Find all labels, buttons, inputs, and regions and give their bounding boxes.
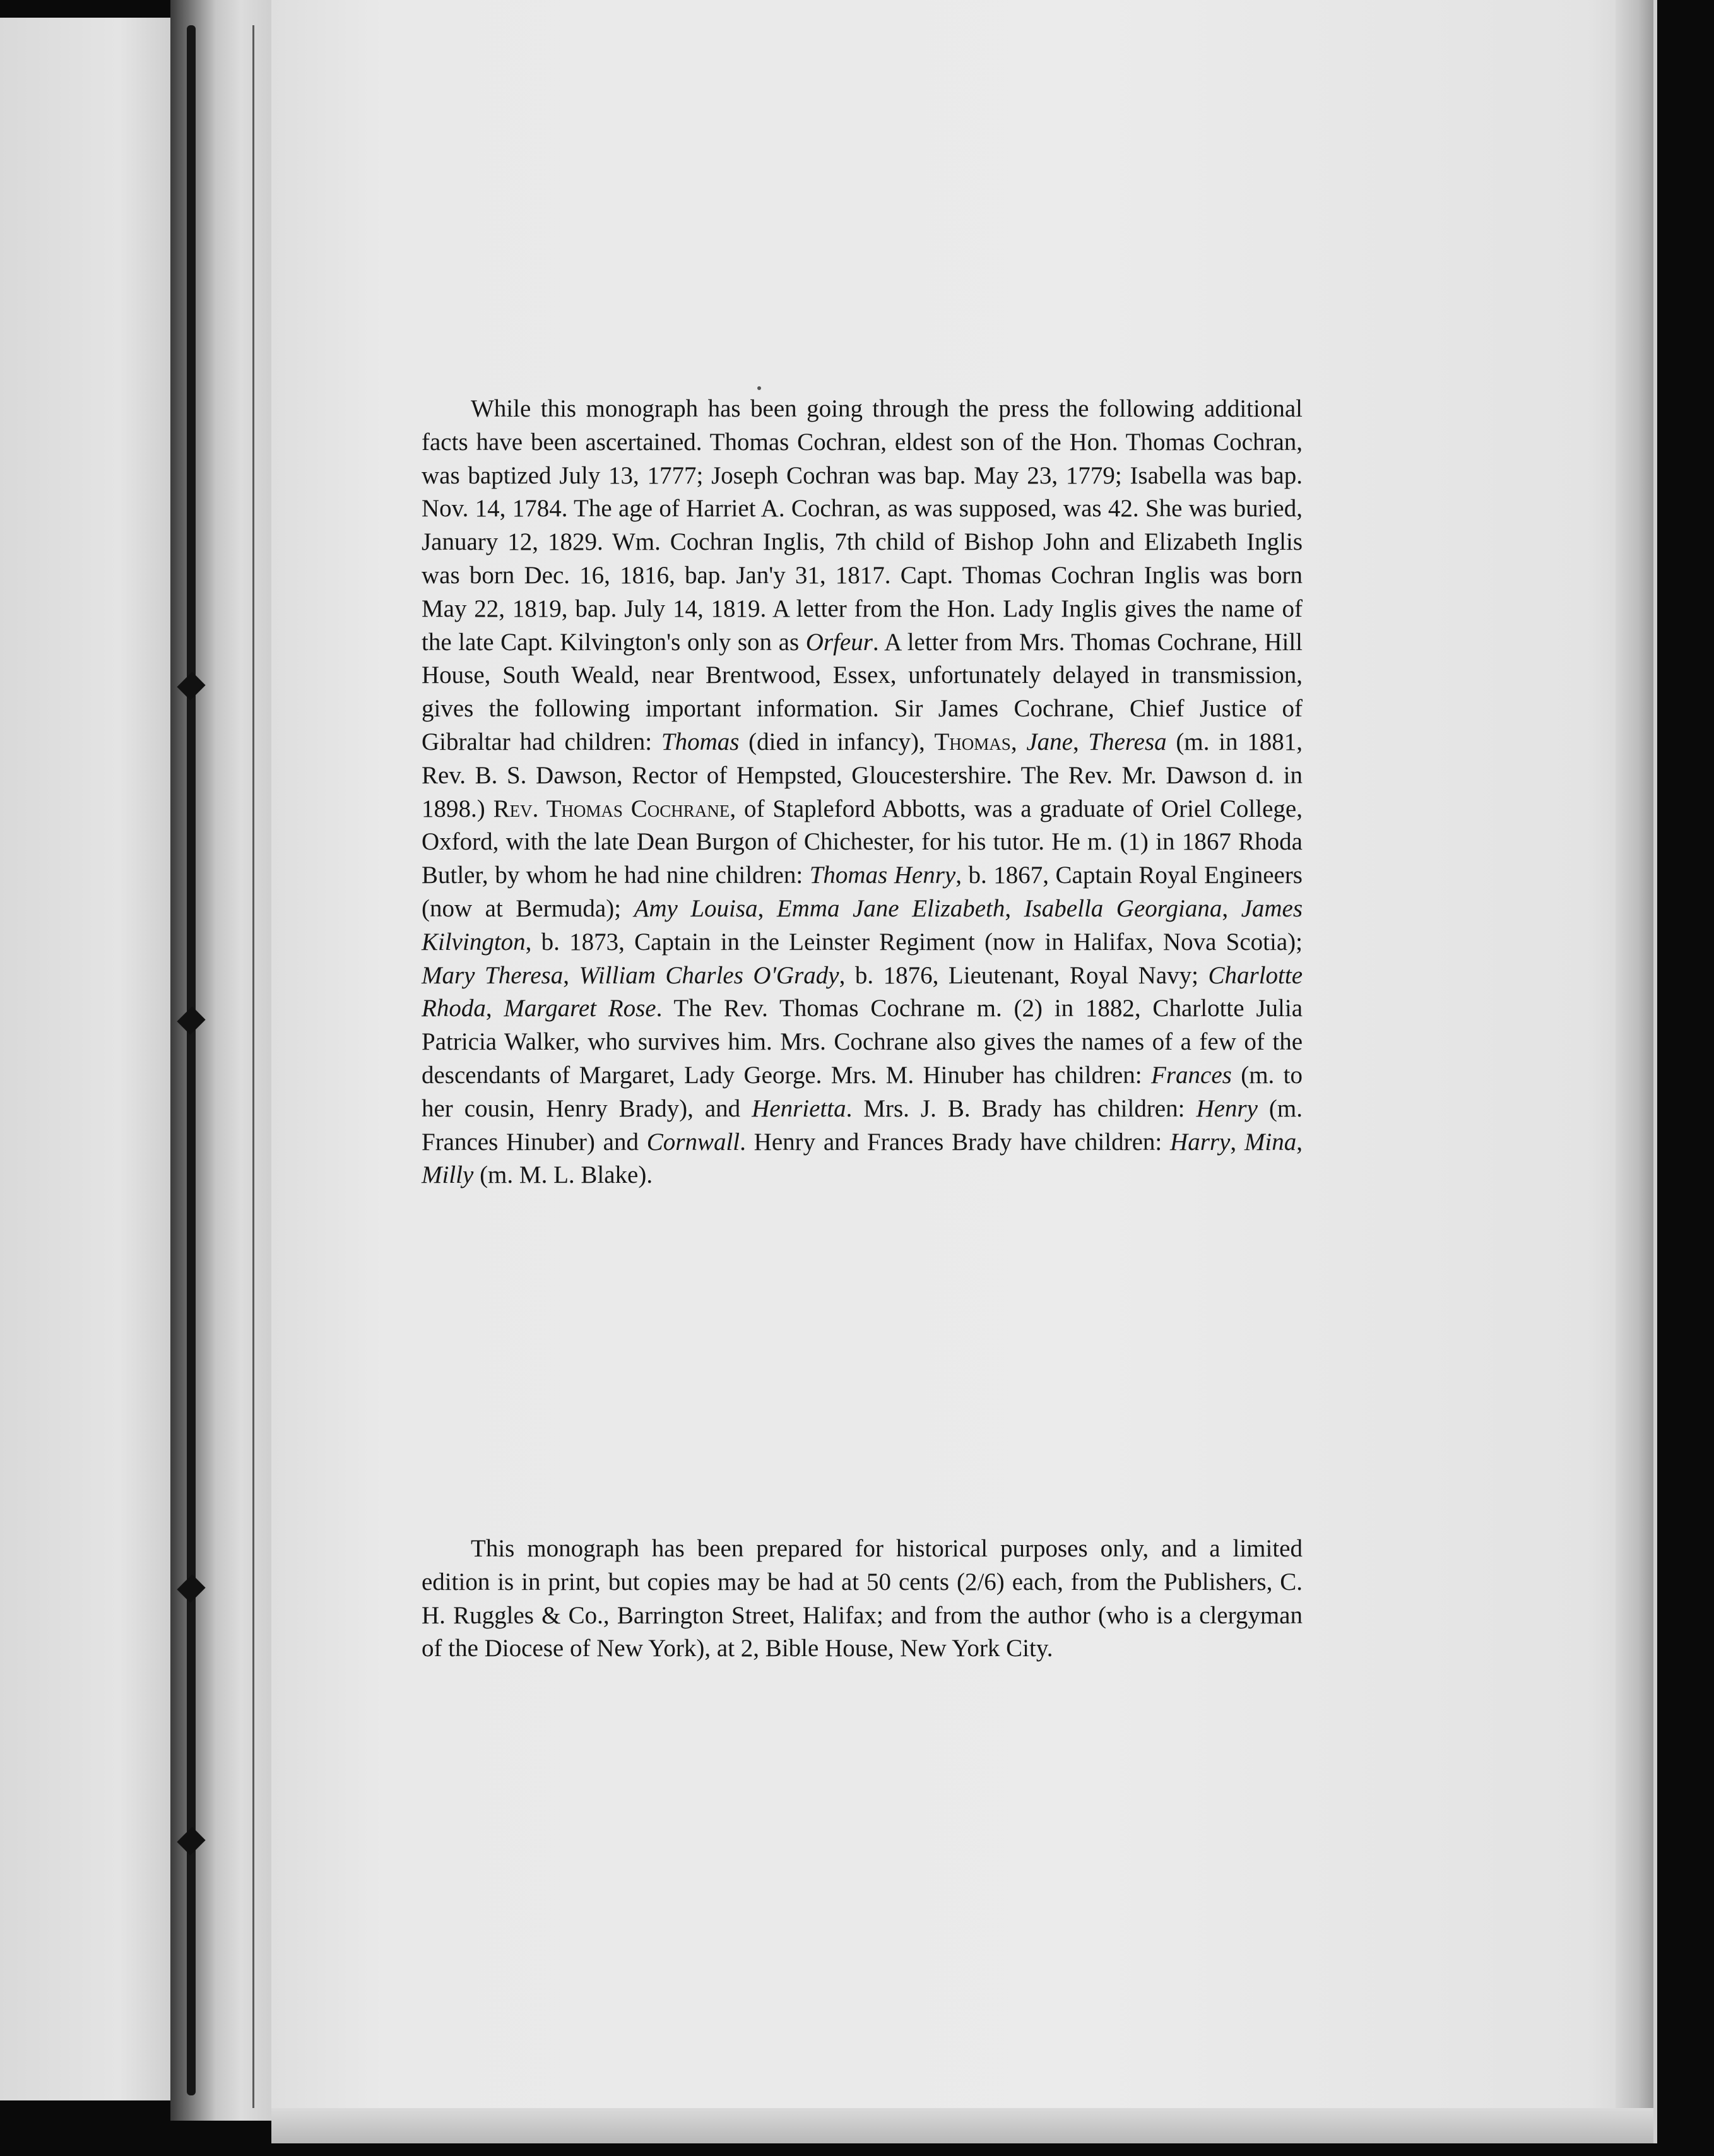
text-run: Frances [1151,1061,1232,1089]
text-run: James Kilvington [422,894,1303,956]
text-run: (m. M. L. Blake). [473,1161,653,1189]
text-run: Thomas [661,728,740,755]
text-run: Jane [1026,728,1073,755]
text-run: William Charles O'Grady [579,961,839,989]
text-run: (m. in 1881, Rev. B. S. Dawson, Rector of Hempsted, Gloucestershire. The Rev. Mr. Dawson d. in 1898.) [422,728,1303,822]
text-run: While this monograph has been going through the press the following additional facts have been ascertained. Thomas Cochran, eldest son of the Hon. Thomas Cochran, was baptized July 13, 1777; Joseph Cochran was bap. May 23, 1779; Isabella was bap. Nov. 14, 1784. The age of Harriet A. Cochran, as was supposed, was 42. She was buried, January 12, 1829. Wm. Cochran Inglis, 7th child of Bishop John and Elizabeth Inglis was born Dec. 16, 1816, bap. Jan'y 31, 1817. Capt. Thomas Cochran Inglis was born May 22, 1819, bap. July 14, 1819. A letter from the Hon. Lady Inglis gives the name of the late Capt. Kilvington's only son as [422,395,1303,656]
text-run: , [1296,1128,1303,1156]
text-run: Harry [1170,1128,1231,1156]
text-run: , b. 1867, Captain Royal Engineers (now at Bermuda); [422,862,1303,922]
publication-note [422,1532,1303,1666]
addenda-paragraph [422,393,1303,1192]
text-run: Rev. Thomas Cochrane [493,795,730,822]
text-run: Charlotte Rhoda [422,961,1303,1022]
text-run: Thomas [934,728,1011,755]
publication-note-text: This monograph has been prepared for historical purposes only, and a limited edition is in print, but copies may be had at 50 cents (2/6) each, from the Publishers, C. H. Ruggles & Co., Barrington Street, Halifax; and from the author (who is a clergyman of the Diocese of New York), at 2, Bible House, New York City. [422,1535,1303,1662]
text-run: , [1230,1128,1244,1156]
text-run: Theresa [1088,728,1167,755]
binding-edge [187,25,196,2095]
text-run: Milly [422,1161,474,1189]
text-run: , [1010,728,1027,755]
gutter-fold-line [252,25,254,2108]
text-run: (m. Frances Hinuber) and [422,1094,1303,1156]
ink-speck [757,386,761,390]
text-run: . The Rev. Thomas Cochrane m. (2) in 1882, Charlotte Julia Patricia Walker, who survives him. Mrs. Cochrane also gives the names of a few of the descendants of Margaret, Lady George. Mrs. M. Hinuber has children: [422,995,1303,1089]
text-run: , [757,894,777,922]
text-run: . Henry and Frances Brady have children: [740,1128,1171,1156]
text-run: Orfeur [805,628,873,656]
text-run: Mina [1244,1128,1297,1156]
addenda-text [422,393,1303,1192]
text-run: Margaret Rose [504,995,656,1022]
book-gutter [170,0,271,2121]
text-run: Emma Jane Elizabeth [776,894,1005,922]
page-edge-right [1616,0,1653,2143]
text-run: , of Stapleford Abbotts, was a graduate of Oriel College, Oxford, with the late Dean Burgon of Chichester, for his tutor. He m. (1) in 1867 Rhoda Butler, by whom he had nine children: [422,795,1303,889]
text-run: Cornwall [646,1128,740,1156]
text-run: (m. to her cousin, Henry Brady), and [422,1061,1303,1122]
text-run: . Mrs. J. B. Brady has children: [846,1094,1197,1122]
page-edge-bottom [271,2108,1653,2143]
text-run: Amy Louisa [634,894,758,922]
text-run: , [563,961,579,989]
text-run: Henry [1196,1094,1258,1122]
text-run: Thomas Henry [809,862,956,889]
text-run: , b. 1873, Captain in the Leinster Regiment (now in Halifax, Nova Scotia); [525,928,1303,956]
text-run: , [1222,894,1241,922]
facing-page-left [0,18,170,2100]
text-run: Isabella Georgiana [1024,894,1222,922]
text-run: , [1072,728,1089,755]
text-run: , [1005,894,1024,922]
text-run: Mary Theresa [422,961,564,989]
text-run: , [485,995,504,1022]
text-run: . A letter from Mrs. Thomas Cochrane, Hill House, South Weald, near Brentwood, Essex, unfortunately delayed in transmission, gives the following important information. Sir James Cochrane, Chief Justice of Gibraltar had children: [422,628,1303,755]
text-run: , b. 1876, Lieutenant, Royal Navy; [839,961,1209,989]
text-run: Henrietta [752,1094,846,1122]
text-run: (died in infancy), [739,728,935,755]
